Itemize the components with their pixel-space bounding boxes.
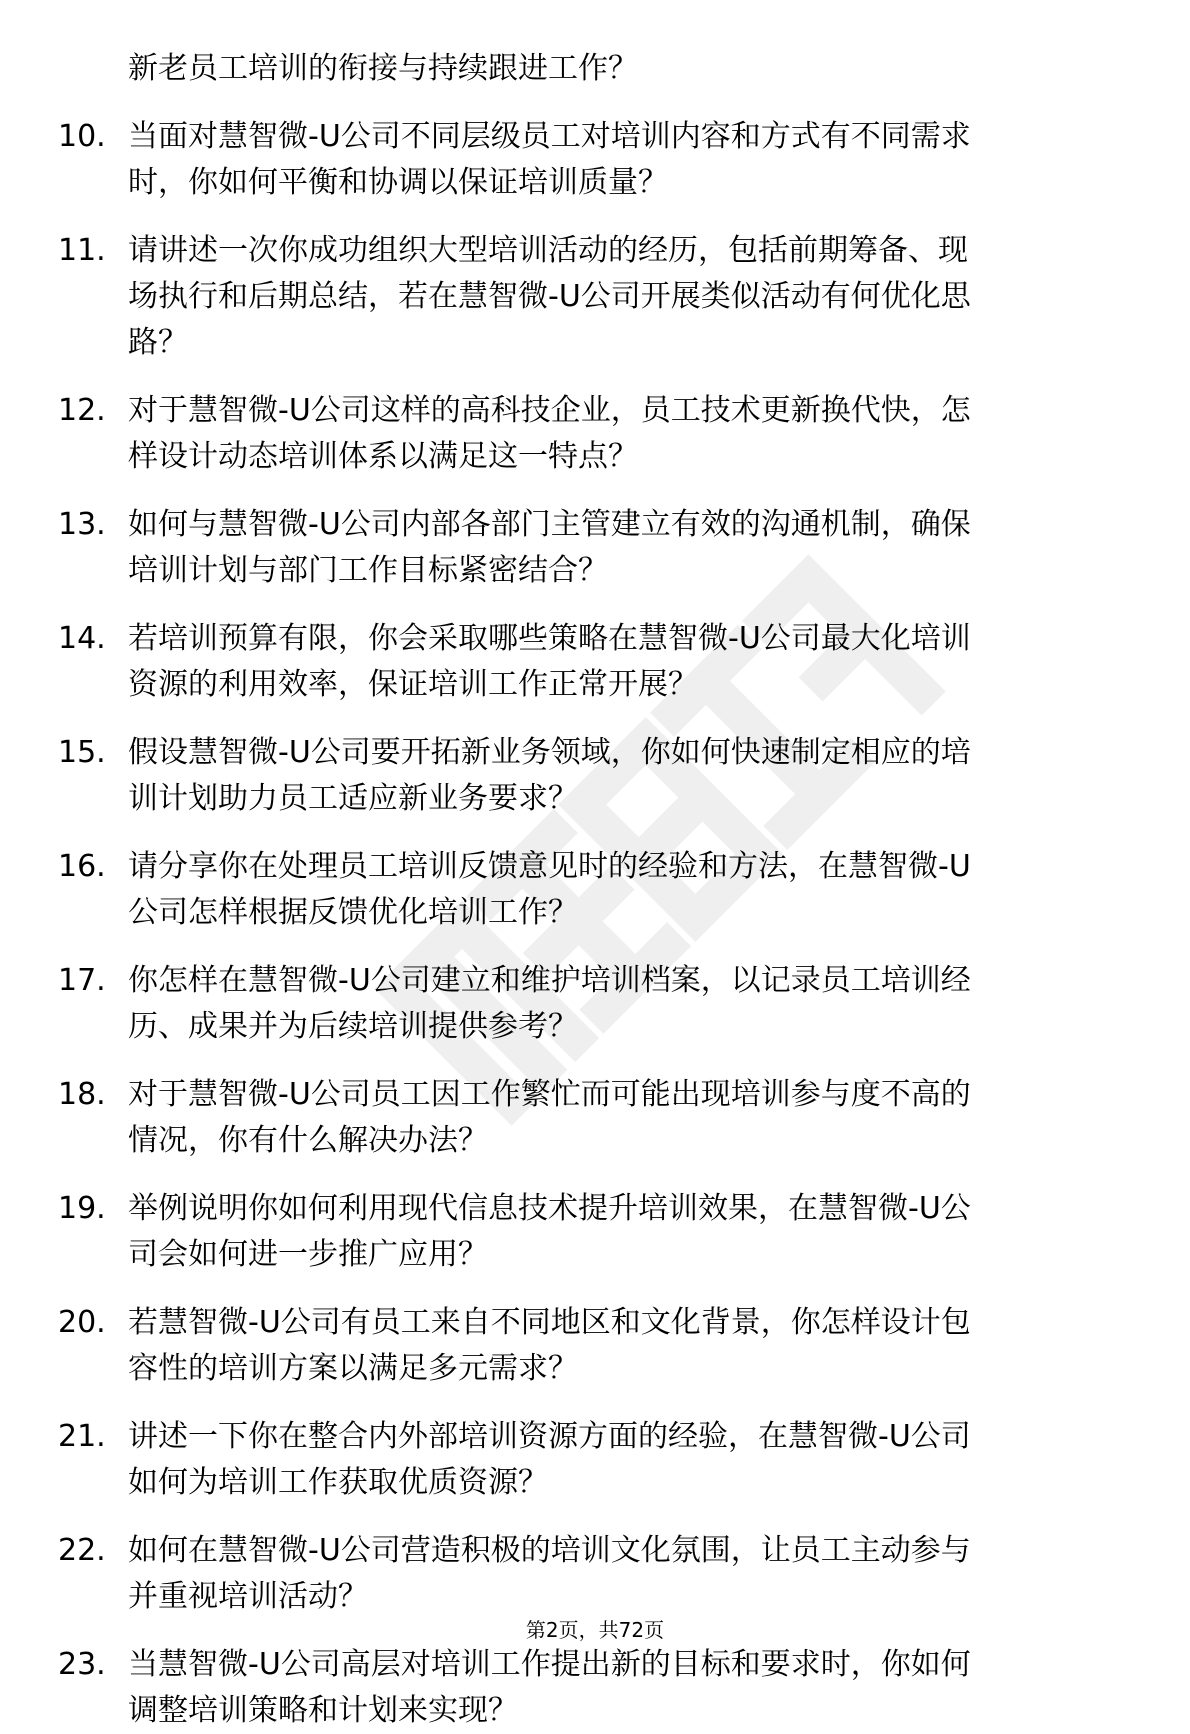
question-text-line: 历、成果并为后续培训提供参考？ (128, 1009, 578, 1044)
question-text-line: 公司怎样根据反馈优化培训工作？ (128, 895, 578, 930)
question-text-line: 训计划助力员工适应新业务要求？ (128, 781, 578, 816)
question-number: 13. (58, 507, 106, 542)
question-item (58, 114, 1133, 206)
question-item (58, 1528, 1133, 1620)
question-number: 10. (58, 119, 106, 154)
question-item (58, 616, 1133, 708)
question-text-line: 时，你如何平衡和协调以保证培训质量？ (128, 165, 668, 200)
question-number: 23. (58, 1647, 106, 1682)
page-footer: 第2页，共72页 (525, 1618, 665, 1642)
question-text-line: 若慧智微-U公司有员工来自不同地区和文化背景，你怎样设计包 (128, 1305, 971, 1340)
question-item (58, 1072, 1133, 1164)
question-item (58, 1642, 1133, 1734)
question-text-line: 样设计动态培训体系以满足这一特点？ (128, 439, 638, 474)
question-number: 18. (58, 1077, 106, 1112)
question-number: 19. (58, 1191, 106, 1226)
question-text-line: 路？ (128, 325, 188, 360)
continuation-line: 新老员工培训的衔接与持续跟进工作？ (128, 51, 638, 86)
question-text-line: 对于慧智微-U公司员工因工作繁忙而可能出现培训参与度不高的 (128, 1077, 971, 1112)
question-item (58, 502, 1133, 594)
question-text-line: 资源的利用效率，保证培训工作正常开展？ (128, 667, 698, 702)
question-text-line: 当面对慧智微-U公司不同层级员工对培训内容和方式有不同需求 (128, 119, 971, 154)
question-text-line: 你怎样在慧智微-U公司建立和维护培训档案，以记录员工培训经 (128, 963, 971, 998)
question-number: 21. (58, 1419, 106, 1454)
question-number: 14. (58, 621, 106, 656)
question-number: 17. (58, 963, 106, 998)
question-text-line: 情况，你有什么解决办法？ (128, 1123, 488, 1158)
question-text-line: 如何与慧智微-U公司内部各部门主管建立有效的沟通机制，确保 (128, 507, 971, 542)
question-text-line: 对于慧智微-U公司这样的高科技企业，员工技术更新换代快，怎 (128, 393, 971, 428)
question-number: 16. (58, 849, 106, 884)
question-item (58, 388, 1133, 480)
question-text-line: 举例说明你如何利用现代信息技术提升培训效果，在慧智微-U公 (128, 1191, 971, 1226)
question-text-line: 讲述一下你在整合内外部培训资源方面的经验，在慧智微-U公司 (128, 1419, 971, 1454)
question-text-line: 并重视培训活动？ (128, 1579, 368, 1614)
question-text-line: 司会如何进一步推广应用？ (128, 1237, 488, 1272)
question-text-line: 调整培训策略和计划来实现？ (128, 1693, 518, 1728)
question-text-line: 当慧智微-U公司高层对培训工作提出新的目标和要求时，你如何 (128, 1647, 971, 1682)
question-number: 11. (58, 233, 106, 268)
question-item (58, 958, 1133, 1050)
question-item (58, 1186, 1133, 1278)
question-text-line: 培训计划与部门工作目标紧密结合？ (128, 553, 608, 588)
question-item (58, 730, 1133, 822)
question-item (58, 844, 1133, 936)
question-number: 22. (58, 1533, 106, 1568)
question-text-line: 假设慧智微-U公司要开拓新业务领域，你如何快速制定相应的培 (128, 735, 971, 770)
question-text-line: 场执行和后期总结，若在慧智微-U公司开展类似活动有何优化思 (128, 279, 971, 314)
question-item (58, 1414, 1133, 1506)
question-list (58, 46, 1133, 1734)
question-item (58, 228, 1133, 366)
question-number: 20. (58, 1305, 106, 1340)
question-number: 15. (58, 735, 106, 770)
question-text-line: 如何在慧智微-U公司营造积极的培训文化氛围，让员工主动参与 (128, 1533, 971, 1568)
question-text-line: 容性的培训方案以满足多元需求？ (128, 1351, 578, 1386)
question-item (58, 1300, 1133, 1392)
question-text-line: 若培训预算有限，你会采取哪些策略在慧智微-U公司最大化培训 (128, 621, 971, 656)
question-text-line: 请分享你在处理员工培训反馈意见时的经验和方法，在慧智微-U (128, 849, 971, 884)
question-text-line: 请讲述一次你成功组织大型培训活动的经历，包括前期筹备、现 (128, 233, 968, 268)
question-text-line: 如何为培训工作获取优质资源？ (128, 1465, 548, 1500)
question-number: 12. (58, 393, 106, 428)
